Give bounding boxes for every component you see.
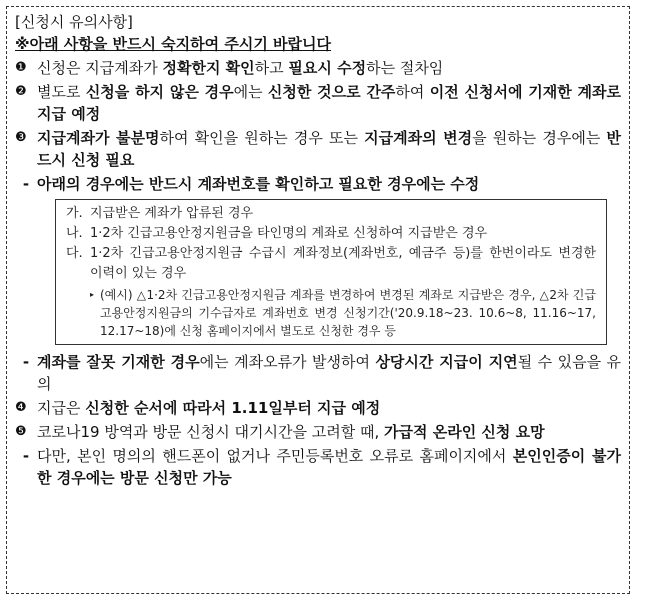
notice-items-1 (15, 57, 621, 171)
case-label: 가. (66, 206, 83, 221)
notice-item-1-part-5: 이전 신청서에 기재한 계좌로 지급 예정 (37, 83, 621, 123)
sub-note-1-text (37, 173, 621, 195)
number-bullet-icon: ❺ (15, 424, 27, 439)
notice-item-0-part-3: 필요시 수정 (288, 59, 367, 77)
notice-frame (6, 6, 630, 594)
sub-note-2-text (37, 351, 621, 395)
notice-item-2-part-2: 지급계좌의 변경 (364, 129, 473, 147)
sub-note-1-bold: 아래의 경우에는 반드시 계좌번호를 확인하고 필요한 경우에는 수정 (37, 175, 480, 193)
triangle-bullet-icon: ▸ (90, 290, 95, 299)
sub-note-2-part-3: 될 수 있음을 유의 (37, 353, 622, 393)
notice-item-text (37, 81, 621, 125)
case-label: 다. (66, 246, 83, 261)
notice-item-text (37, 57, 621, 79)
dash-marker: - (22, 447, 30, 465)
number-bullet-icon: ❶ (15, 60, 27, 75)
notice-item-0-part-2: 하고 (254, 59, 289, 77)
sub-note-3-part-1: 본인인증이 불가한 경우에는 방문 신청만 가능 (37, 447, 621, 487)
notice-item-2 (15, 127, 621, 171)
case-list (66, 204, 596, 284)
notice-item-b-text (37, 397, 621, 419)
number-bullet-icon: ❷ (15, 84, 27, 99)
notice-item-1 (15, 81, 621, 125)
notice-item-0 (15, 57, 621, 79)
notice-item-2-part-1: 하여 확인을 원하는 경우 또는 (159, 129, 365, 147)
notice-item-b-1-part-0: 코로나19 방역과 방문 신청시 대기시간을 고려할 때, (37, 423, 385, 441)
notice-item-0-part-1: 정확한지 확인 (162, 59, 255, 77)
dash-marker: - (22, 175, 30, 193)
notice-item-b-text (37, 421, 621, 443)
notice-item-1-part-1: 신청을 하지 않은 경우 (85, 83, 234, 101)
notice-item-0-part-0: 신청은 지급계좌가 (37, 59, 163, 77)
warning-text: ※아래 사항을 반드시 숙지하여 주시기 바랍니다 (15, 35, 332, 53)
case-item (66, 244, 596, 284)
notice-item-b-0-part-0: 지급은 (37, 399, 86, 417)
example-note (90, 286, 596, 340)
sub-note-2-part-2: 상당시간 지급이 지연 (375, 353, 518, 371)
example-text: (예시) △1·2차 긴급고용안정지원금 계좌를 변경하여 변경된 계좌로 지급받은 경우, △2차 긴급고용안정지원금의 기수급자로 계좌번호 변경 신청기간('20.9.18~23. 10.6~8, 11.16~17, 12.17~18)에 신청 홈페이지에서 별도로 신청한 경우 등 (100, 288, 596, 338)
notice-item-1-part-0: 별도로 (37, 83, 86, 101)
notice-item-text (37, 127, 621, 171)
case-text: 1·2차 긴급고용안정지원금 수급시 계좌정보(계좌번호, 예금주 등)를 한번이라도 변경한 이력이 있는 경우 (90, 246, 596, 281)
notice-item-1-part-2: 에는 (233, 83, 268, 101)
case-item (66, 204, 596, 224)
case-label: 나. (66, 226, 83, 241)
notice-item-1-part-4: 하여 (395, 83, 430, 101)
notice-title: [신청시 유의사항] (15, 13, 133, 31)
notice-items-2 (15, 397, 621, 443)
case-text: 지급받은 계좌가 압류된 경우 (90, 206, 254, 221)
sub-note-3-text (37, 445, 621, 489)
case-text: 1·2차 긴급고용안정지원금을 타인명의 계좌로 신청하여 지급받은 경우 (90, 226, 488, 241)
warning-line (15, 33, 621, 55)
notice-item-2-part-0: 지급계좌가 불분명 (37, 129, 160, 147)
notice-item-b-0-part-1: 신청한 순서에 따라서 1.11일부터 지급 예정 (85, 399, 381, 417)
notice-item-1-part-3: 신청한 것으로 간주 (267, 83, 396, 101)
sub-note-2-part-1: 에는 계좌오류가 발생하여 (199, 353, 376, 371)
notice-item-b-1-part-1: 가급적 온라인 신청 요망 (384, 423, 545, 441)
dash-marker: - (22, 353, 30, 371)
sub-note-2 (15, 351, 621, 395)
sub-note-3-part-0: 다만, 본인 명의의 핸드폰이 없거나 주민등록번호 오류로 홈페이지에서 (37, 447, 513, 465)
notice-item-b-1 (15, 421, 621, 443)
sub-note-2-part-0: 계좌를 잘못 기재한 경우 (37, 353, 200, 371)
notice-item-2-part-3: 을 원하는 경우에는 (472, 129, 607, 147)
number-bullet-icon: ❹ (15, 400, 27, 415)
case-item (66, 224, 596, 244)
sub-note-3 (15, 445, 621, 489)
case-box (55, 199, 607, 345)
notice-item-0-part-4: 하는 절차임 (366, 59, 444, 77)
sub-note-1 (15, 173, 621, 195)
notice-item-2-part-4: 반드시 신청 필요 (37, 129, 621, 169)
notice-item-b-0 (15, 397, 621, 419)
number-bullet-icon: ❸ (15, 130, 27, 145)
